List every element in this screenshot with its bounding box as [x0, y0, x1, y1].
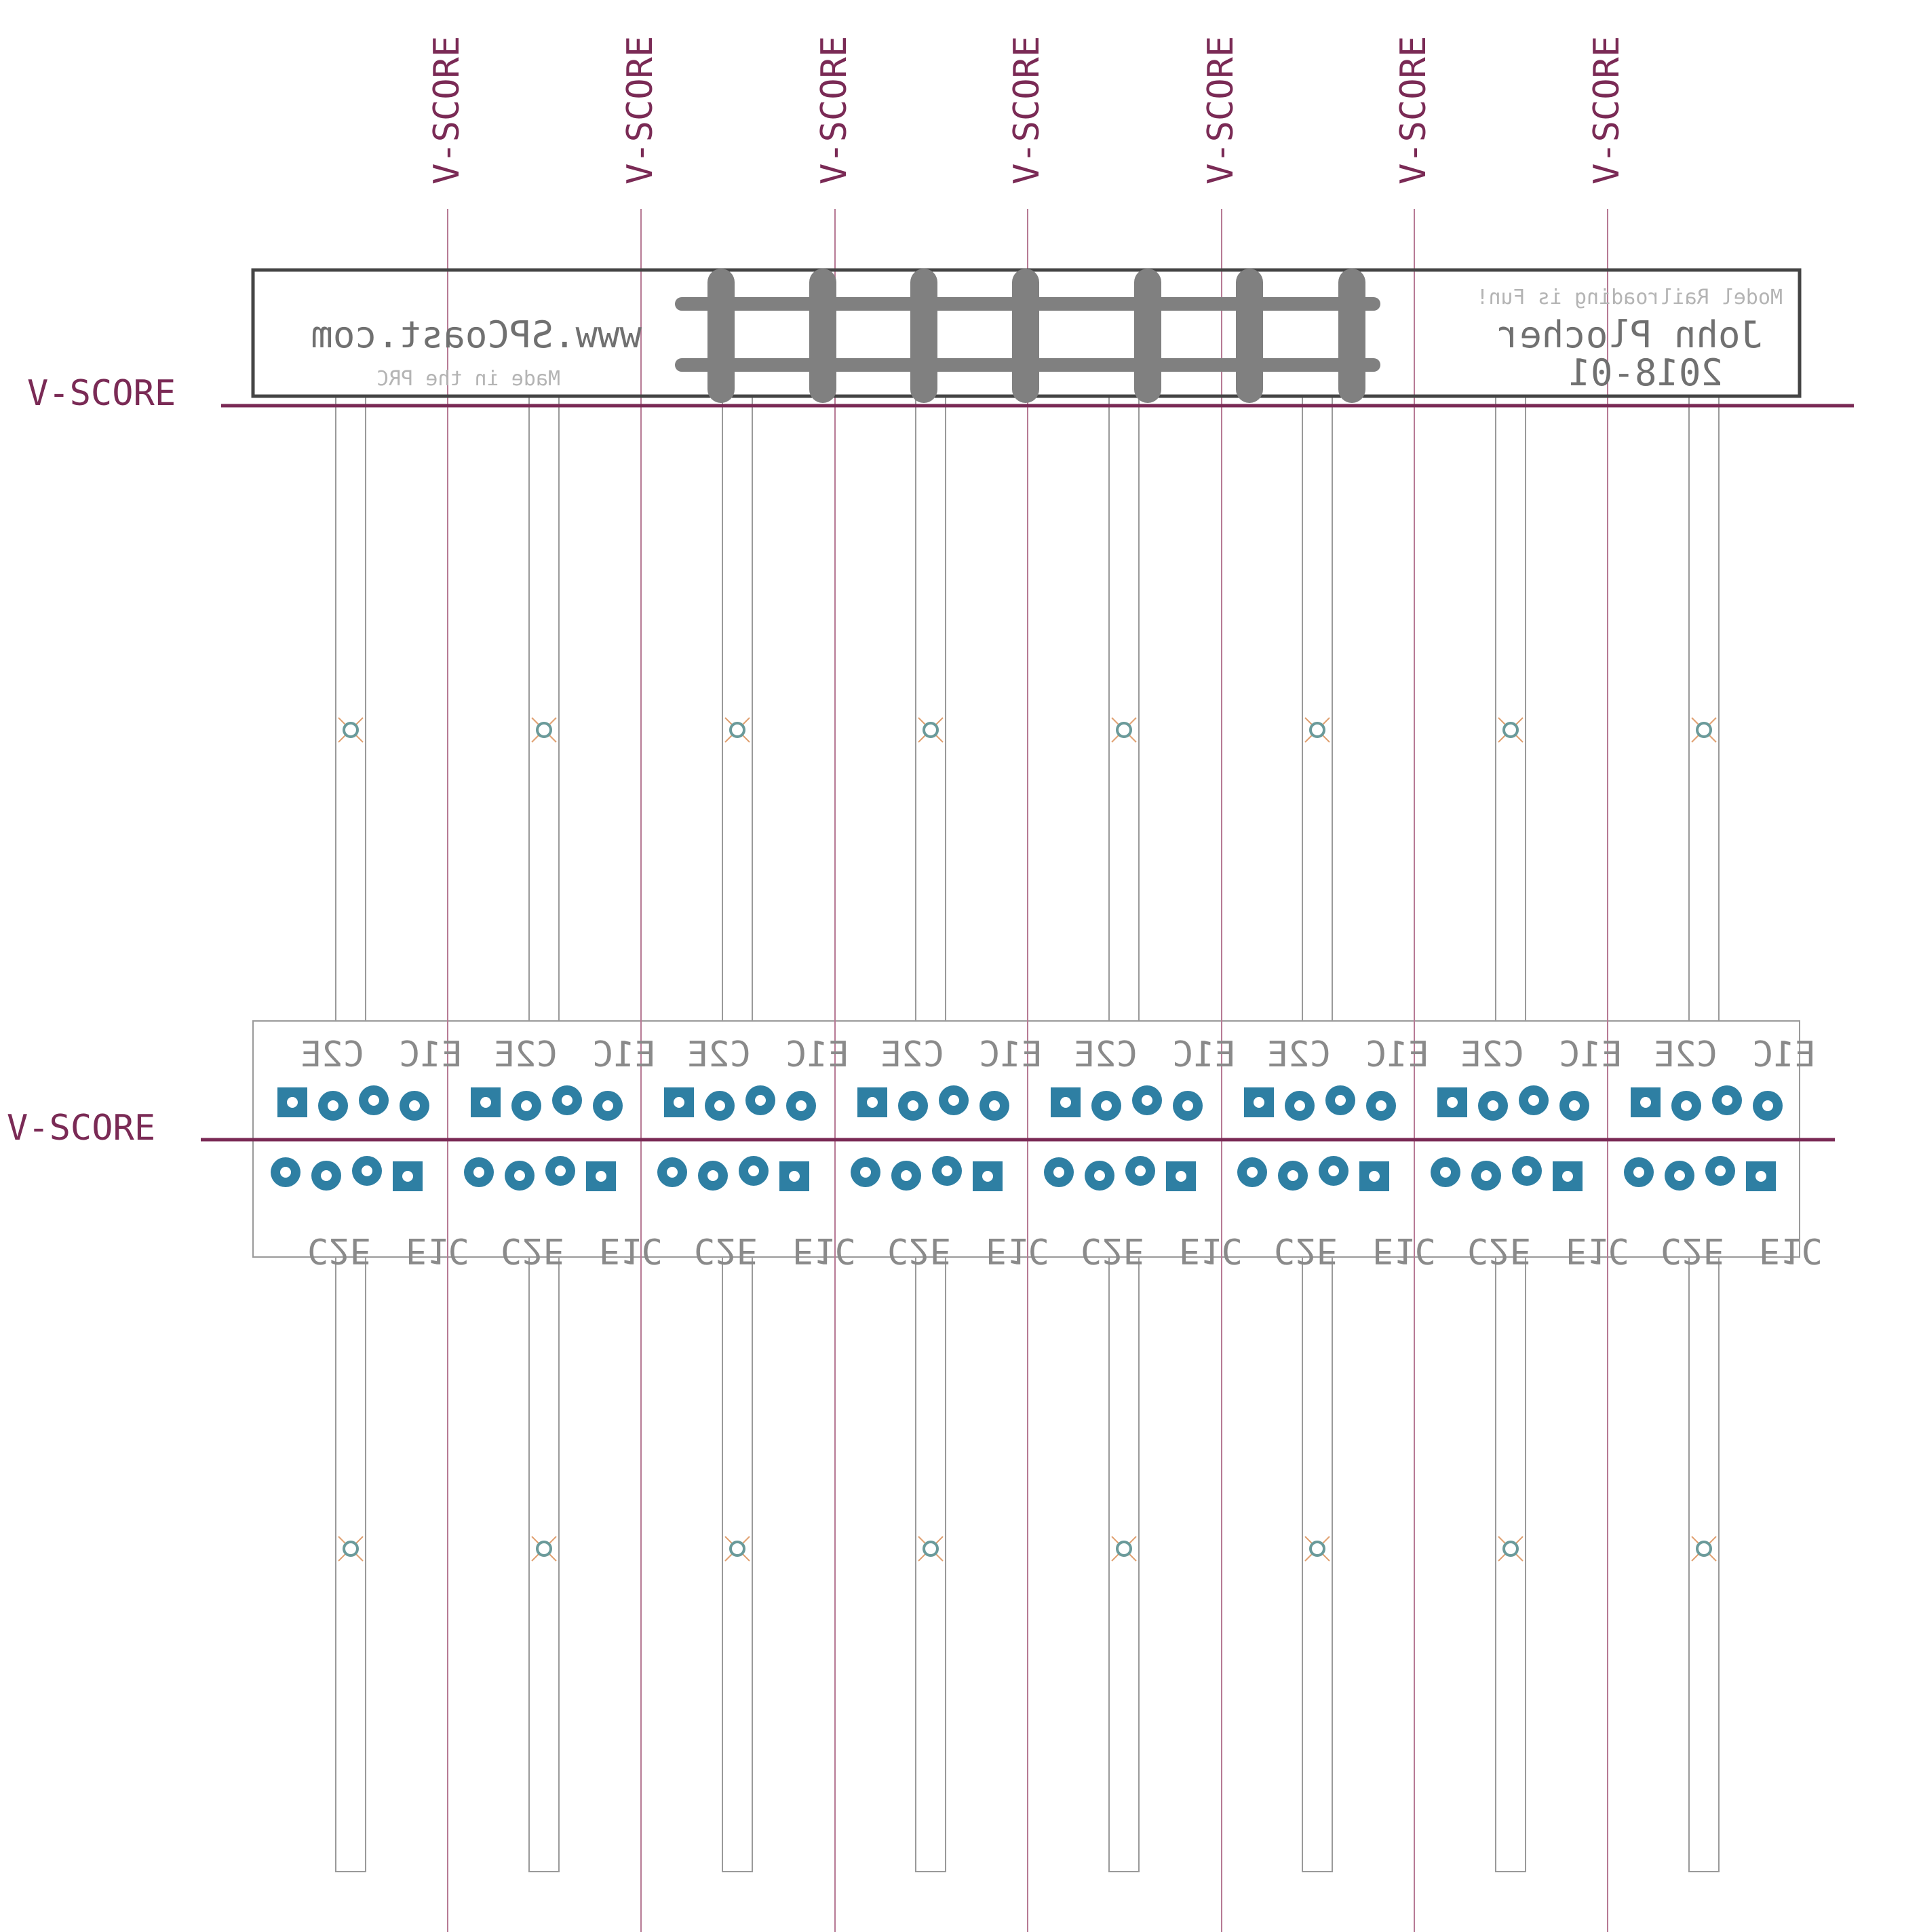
board-stem-bottom — [916, 1257, 946, 1872]
pad-drill — [1176, 1171, 1186, 1182]
board-stem-bottom — [1496, 1257, 1526, 1872]
pad-drill — [1376, 1100, 1386, 1111]
pad-drill — [1762, 1100, 1773, 1111]
pin-label-e1c: E1C — [1365, 1035, 1429, 1075]
board-stem-top — [1302, 396, 1332, 1021]
pad-drill — [707, 1170, 718, 1181]
pad-drill — [908, 1100, 918, 1111]
pin-label-e1c: E1C — [792, 1230, 856, 1271]
made-in-text: Made in the PRC — [376, 367, 560, 391]
track-graphic — [682, 282, 1374, 389]
pin-label-e1c: E1C — [1566, 1230, 1629, 1271]
pad-drill — [1101, 1100, 1112, 1111]
pin-label-e1c: E1C — [1759, 1230, 1823, 1271]
pad-drill — [1521, 1165, 1532, 1176]
pin-label-c2e: C2E — [1460, 1035, 1524, 1075]
pad-drill — [1247, 1167, 1258, 1178]
pad-drill — [1488, 1100, 1498, 1111]
mounting-hole — [344, 1542, 357, 1556]
author-text: John Plocher — [1497, 313, 1762, 356]
pad-drill — [674, 1097, 684, 1108]
pad-drill — [867, 1097, 878, 1108]
mounting-hole — [1504, 723, 1517, 737]
pad-drill — [409, 1100, 420, 1111]
board-outline — [253, 396, 1800, 1872]
pad-drill — [1182, 1100, 1193, 1111]
pad-drill — [1060, 1097, 1071, 1108]
mounting-hole — [1311, 723, 1324, 737]
pad-drill — [1722, 1095, 1732, 1106]
mounting-hole — [924, 1542, 937, 1556]
board-stem-bottom — [722, 1257, 752, 1872]
pad-drill — [796, 1100, 807, 1111]
mounting-hole — [1697, 1542, 1711, 1556]
pad-drill — [1674, 1170, 1685, 1181]
pad-drill — [1440, 1167, 1451, 1178]
board-stem-bottom — [1109, 1257, 1139, 1872]
pin-label-c2e: C2E — [1654, 1035, 1718, 1075]
pin-label-e1c: E1C — [1172, 1035, 1236, 1075]
mounting-hole — [1311, 1542, 1324, 1556]
pin-label-e1c: E1C — [1559, 1035, 1623, 1075]
v-score-label-top: V-SCORE — [27, 373, 176, 414]
pad-drill — [1715, 1165, 1726, 1176]
board-stem-top — [1109, 396, 1139, 1021]
pin-label-e1c: E1C — [986, 1230, 1049, 1271]
pin-label-c2e: C2E — [1467, 1230, 1531, 1271]
pin-label-c2e: C2E — [1267, 1035, 1331, 1075]
mounting-hole — [731, 1542, 744, 1556]
pin-label-c2e: C2E — [1274, 1230, 1338, 1271]
pad-drill — [402, 1171, 413, 1182]
pin-label-e1c: E1C — [979, 1035, 1043, 1075]
pad-drill — [562, 1095, 573, 1106]
pad-drill — [1633, 1167, 1644, 1178]
pin-label-c2e: C2E — [1661, 1230, 1724, 1271]
board-stem-bottom — [1302, 1257, 1332, 1872]
pad-drill — [602, 1100, 613, 1111]
pin-label-e1c: E1C — [399, 1035, 463, 1075]
pad-drill — [1053, 1167, 1064, 1178]
pin-label-c2e: C2E — [880, 1035, 944, 1075]
board-stem-bottom — [529, 1257, 559, 1872]
board-stem-bottom — [1689, 1257, 1719, 1872]
pin-labels — [300, 1035, 1823, 1271]
mounting-hole — [731, 723, 744, 737]
pad-drill — [789, 1171, 800, 1182]
pad-drill — [1142, 1095, 1152, 1106]
pad-drill — [555, 1165, 566, 1176]
pad-drill — [473, 1167, 484, 1178]
pin-label-c2e: C2E — [501, 1230, 564, 1271]
v-score-label-middle: V-SCORE — [7, 1108, 156, 1148]
pad-drill — [1528, 1095, 1539, 1106]
pad-drill — [328, 1100, 338, 1111]
pad-drill — [667, 1167, 678, 1178]
pad-drill — [755, 1095, 766, 1106]
pad-drill — [989, 1100, 1000, 1111]
mounting-hole — [924, 723, 937, 737]
pad-drill — [901, 1170, 912, 1181]
board-stem-top — [529, 396, 559, 1021]
pad-drill — [1369, 1171, 1380, 1182]
pad-drill — [362, 1165, 372, 1176]
pin-label-c2e: C2E — [1074, 1035, 1138, 1075]
pad-drill — [1569, 1100, 1580, 1111]
pin-label-e1c: E1C — [406, 1230, 469, 1271]
pad-drill — [1135, 1165, 1146, 1176]
pad-drill — [368, 1095, 379, 1106]
board-stem-top — [1496, 396, 1526, 1021]
pin-label-e1c: E1C — [599, 1230, 663, 1271]
slogan-text: Model Railroading is Fun! — [1476, 286, 1783, 309]
pin-label-c2e: C2E — [494, 1035, 558, 1075]
pad-drill — [287, 1097, 298, 1108]
pad-drill — [948, 1095, 959, 1106]
pad-drill — [521, 1100, 532, 1111]
pad-drill — [1094, 1170, 1105, 1181]
pad-drill — [1640, 1097, 1651, 1108]
pad-drill — [1755, 1171, 1766, 1182]
pad-drill — [280, 1167, 291, 1178]
pad-drill — [1481, 1170, 1492, 1181]
pad-drill — [1287, 1170, 1298, 1181]
pad-drill — [942, 1165, 952, 1176]
pad-drill — [1294, 1100, 1305, 1111]
pad-drill — [596, 1171, 606, 1182]
v-score-label-vertical: V-SCORE — [1007, 35, 1047, 185]
pad-drill — [321, 1170, 332, 1181]
v-score-labels — [7, 36, 1627, 1148]
board-stem-bottom — [336, 1257, 366, 1872]
pin-label-e1c: E1C — [592, 1035, 656, 1075]
board-stem-top — [336, 396, 366, 1021]
mounting-hole — [1117, 723, 1131, 737]
board-stem-top — [916, 396, 946, 1021]
header-strip — [253, 270, 1800, 396]
pad-drill — [514, 1170, 525, 1181]
pin-label-c2e: C2E — [300, 1035, 364, 1075]
mounting-hole — [537, 723, 551, 737]
date-text: 2018-01 — [1568, 351, 1723, 394]
pad-drill — [1254, 1097, 1264, 1108]
pad-drill — [714, 1100, 725, 1111]
v-score-label-vertical: V-SCORE — [1393, 35, 1434, 185]
pad-drill — [982, 1171, 993, 1182]
pad-drill — [860, 1167, 871, 1178]
pad-drill — [1328, 1165, 1339, 1176]
pad-drill — [1562, 1171, 1573, 1182]
v-score-label-vertical: V-SCORE — [1587, 35, 1627, 185]
board-stem-top — [1689, 396, 1719, 1021]
pin-label-e1c: E1C — [1372, 1230, 1436, 1271]
mounting-hole — [1504, 1542, 1517, 1556]
pad-drill — [480, 1097, 491, 1108]
website-text: www.SPCoast.com — [311, 313, 642, 356]
pin-label-c2e: C2E — [694, 1230, 758, 1271]
mounting-hole — [344, 723, 357, 737]
mounting-hole — [1697, 723, 1711, 737]
pad-drill — [1335, 1095, 1346, 1106]
pin-label-c2e: C2E — [1081, 1230, 1144, 1271]
pin-label-e1c: E1C — [1752, 1035, 1816, 1075]
v-score-label-vertical: V-SCORE — [427, 35, 467, 185]
pad-drill — [1681, 1100, 1692, 1111]
mounting-hole — [537, 1542, 551, 1556]
v-score-label-vertical: V-SCORE — [814, 35, 855, 185]
pin-label-c2e: C2E — [307, 1230, 371, 1271]
pad-drill — [1447, 1097, 1458, 1108]
board-stem-top — [722, 396, 752, 1021]
mounting-hole — [1117, 1542, 1131, 1556]
pin-label-e1c: E1C — [1179, 1230, 1243, 1271]
pin-label-c2e: C2E — [687, 1035, 751, 1075]
pin-label-c2e: C2E — [887, 1230, 951, 1271]
pin-label-e1c: E1C — [785, 1035, 849, 1075]
pad-drill — [748, 1165, 759, 1176]
v-score-label-vertical: V-SCORE — [1201, 35, 1241, 185]
v-score-label-vertical: V-SCORE — [620, 35, 661, 185]
